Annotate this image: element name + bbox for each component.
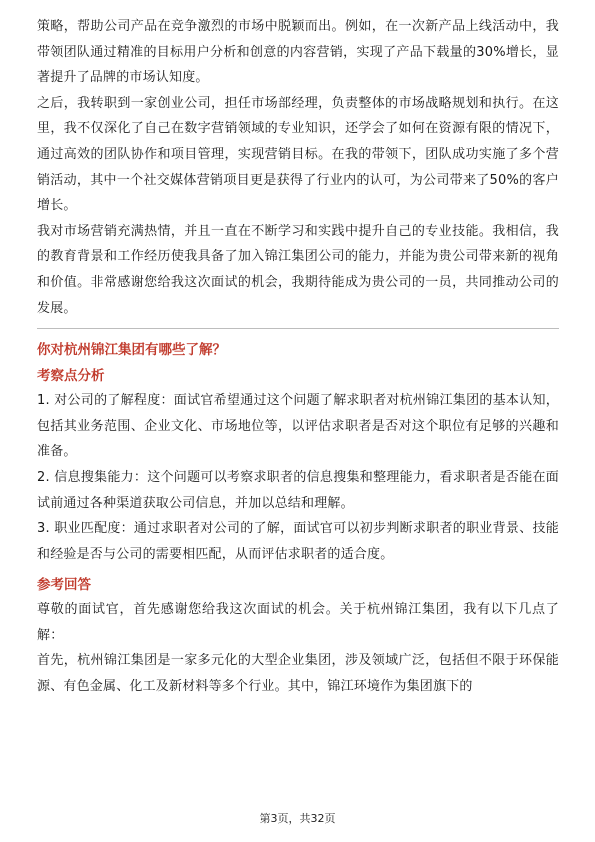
analysis-point-1: 1. 对公司的了解程度：面试官希望通过这个问题了解求职者对杭州锦江集团的基本认知，包括其业务范围、企业文化、市场地位等，以评估求职者是否对这个职位有足够的兴趣和准备。 (37, 393, 559, 460)
analysis-title: 考察点分析 (37, 368, 105, 385)
answer-title: 参考回答 (37, 577, 91, 594)
page-footer: 第3页，共32页 (259, 812, 336, 825)
intro-paragraph-1: 策略，帮助公司产品在竞争激烈的市场中脱颖而出。例如，在一次新产品上线活动中，我带领团队通过精准的目标用户分析和创意的内容营销，实现了产品下载量的30%增长，显著提升了品牌的市场认知度。 (37, 19, 559, 86)
analysis-point-2: 2. 信息搜集能力：这个问题可以考察求职者的信息搜集和整理能力，看求职者是否能在面试前通过各种渠道获取公司信息，并加以总结和理解。 (37, 469, 559, 511)
analysis-point-3: 3. 职业匹配度：通过求职者对公司的了解，面试官可以初步判断求职者的职业背景、技能和经验是否与公司的需要相匹配，从而评估求职者的适合度。 (37, 521, 559, 562)
question-heading: 你对杭州锦江集团有哪些了解？ (37, 342, 226, 359)
answer-paragraph-2: 首先，杭州锦江集团是一家多元化的大型企业集团，涉及领域广泛，包括但不限于环保能源、有色金属、化工及新材料等多个行业。其中，锦江环境作为集团旗下的 (37, 653, 559, 695)
document-page (37, 14, 559, 700)
intro-paragraph-2: 之后，我转职到一家创业公司，担任市场部经理，负责整体的市场战略规划和执行。在这里，我不仅深化了自己在数字营销领域的专业知识，还学会了如何在资源有限的情况下，通过高效的团队协作和项目管理，实现营销目标。在我的带领下，团队成功实施了多个营销活动，其中一个社交媒体营销项目更是获得了行业内的认可，为公司带来了50%的客户增长。 (37, 95, 559, 214)
answer-paragraph-1: 尊敬的面试官，首先感谢您给我这次面试的机会。关于杭州锦江集团，我有以下几点了解： (37, 602, 559, 643)
intro-paragraph-3: 我对市场营销充满热情，并且一直在不断学习和实践中提升自己的专业技能。我相信，我的教育背景和工作经历使我具备了加入锦江集团公司的能力，并能为贵公司带来新的视角和价值。非常感谢您给我这次面试的机会，我期待能成为贵公司的一员，共同推动公司的发展。 (37, 223, 559, 316)
section-divider (37, 328, 559, 329)
